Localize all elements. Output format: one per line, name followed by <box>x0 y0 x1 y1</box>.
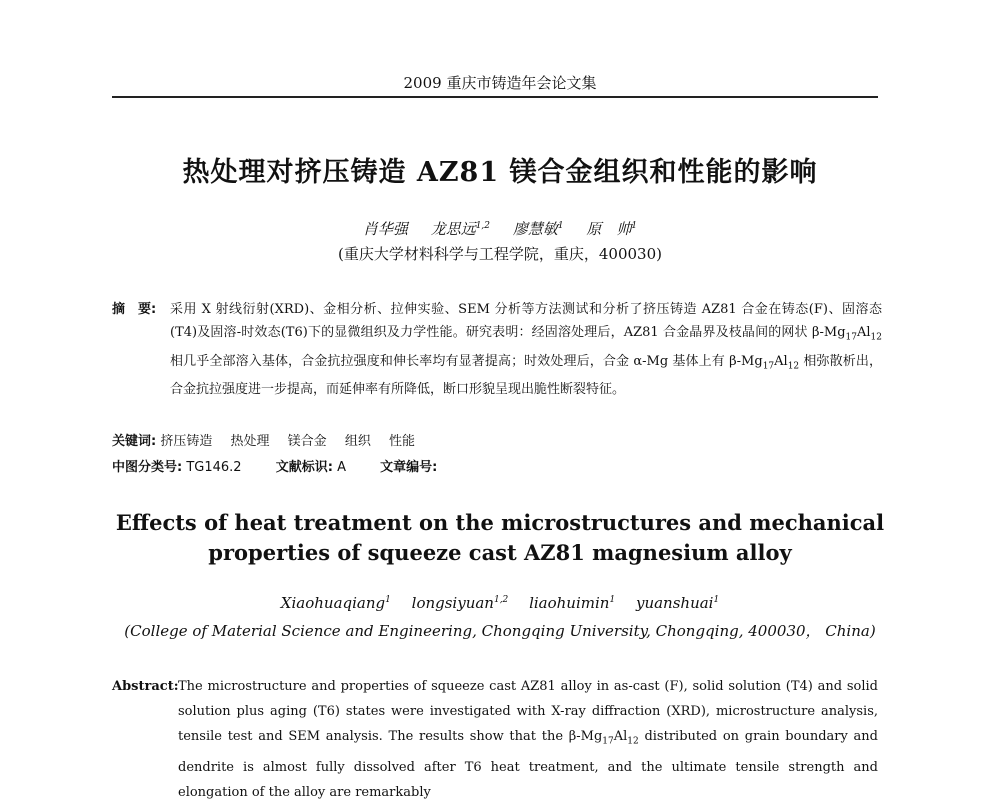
paper-title-en: Effects of heat treatment on the microstructures and mechanical properties of squeeze cast AZ81 magnesium alloy <box>115 510 885 565</box>
author-en: longsiyuan$^{1,2}$ <box>411 594 509 612</box>
keyword-item: 镁合金 <box>287 434 327 449</box>
abstract-en-text: The microstructure and properties of squeeze cast AZ81 alloy in as-cast (F), solid solution (T4) and solid solution plus aging (T6) states were investigated with X-ray diffraction (XRD), microstructure analysis, tensile test and SEM analysis. The results show that the $\beta-Mg_{17}Al_{12}$ distributed on grain boundary and dendrite is almost fully dissolved after T6 heat treatment, and the ultimate tensile strength and elongation of the alloy are remarkably <box>178 679 878 800</box>
proceedings-header: 2009 重庆市铸造年会论文集 <box>403 74 597 92</box>
affiliation-cn: (重庆大学材料科学与工程学院，重庆，400030) <box>338 245 662 263</box>
author-cn: 龙思远$^{1,2}$ <box>430 220 491 238</box>
document-code: 文献标识: A <box>275 460 346 475</box>
authors-cn <box>0 218 1000 239</box>
paper-title-cn: 热处理对挤压铸造 AZ81 镁合金组织和性能的影响 <box>182 157 818 188</box>
keyword-item: 组织 <box>344 434 371 449</box>
author-cn: 原 帅$^1$ <box>586 220 638 238</box>
header-rule <box>112 96 878 98</box>
keywords <box>112 430 429 449</box>
abstract-cn-label: 摘 要: <box>112 302 157 317</box>
author-en: yuanshuai$^1$ <box>635 594 720 612</box>
author-cn: 廖慧敏$^1$ <box>512 220 564 238</box>
affiliation-en: (College of Material Science and Engineering, Chongqing University, Chongqing, 400030， China) <box>124 622 876 640</box>
authors-en <box>0 594 1000 612</box>
classification-line <box>112 456 467 475</box>
keywords-label: 关键词: <box>112 434 157 449</box>
keyword-item: 挤压铸造 <box>160 434 213 449</box>
abstract-en <box>112 674 878 805</box>
keyword-item: 热处理 <box>230 434 270 449</box>
clc-number: 中图分类号: TG146.2 <box>112 460 242 475</box>
keyword-item: 性能 <box>388 434 415 449</box>
author-en: liaohuimin$^1$ <box>529 594 616 612</box>
author-en: Xiaohuaqiang$^1$ <box>280 594 391 612</box>
abstract-cn <box>112 298 882 401</box>
article-number: 文章编号: <box>380 460 438 475</box>
author-cn: 肖华强 <box>362 220 408 238</box>
abstract-en-label: Abstract: <box>112 679 179 694</box>
abstract-cn-text: 采用 X 射线衍射(XRD)、金相分析、拉伸实验、SEM 分析等方法测试和分析了挤压铸造 AZ81 合金在铸态(F)、固溶态(T4)及固溶-时效态(T6)下的显微组织及力学性能。研究表明：经固溶处理后，AZ81 合金晶界及枝晶间的网状 $\beta-Mg_{17}Al_{12}$ 相几乎全部溶入基体，合金抗拉强度和伸长率均有显著提高；时效处理后，合金 α-Mg 基体上有 $\beta-Mg_{17}Al_{12}$ 相弥散析出，合金抗拉强度进一步提高，而延伸率有所降低，断口形貌呈现出脆性断裂特征。 <box>170 302 882 398</box>
